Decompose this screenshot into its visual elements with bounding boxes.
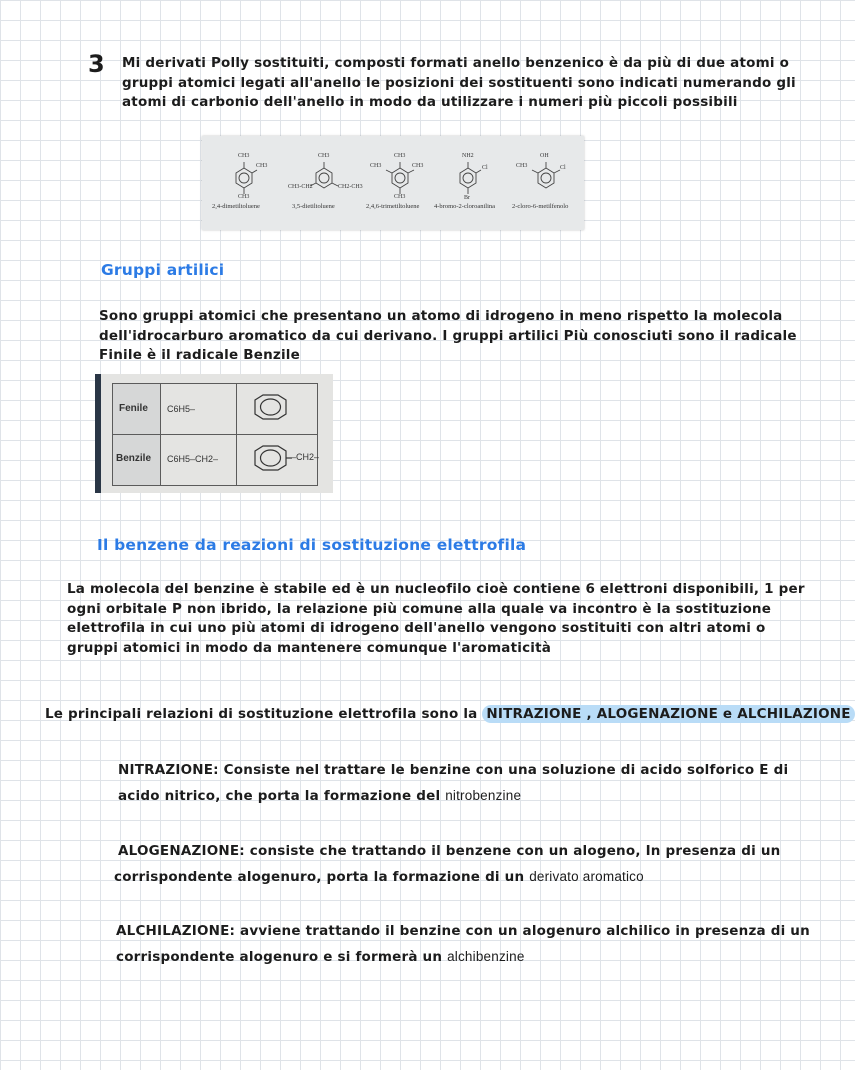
group-label: CH3: [238, 153, 250, 159]
benzene-line: elettrofila in cui uno più atomi di idrogeno dell'anello vengono sostituiti con altri atomi o: [67, 620, 766, 636]
group-label: CH3: [394, 153, 406, 159]
group-label: OH: [540, 153, 549, 159]
group-label: CH3: [516, 163, 528, 169]
table-row-formula: C6H5–CH2–: [167, 454, 219, 464]
intro-line: gruppi atomici legati all'anello le posizioni dei sostituenti sono indicati numerando gli: [122, 74, 796, 91]
reaction-line: corrispondente alogenuro e si formerà un: [116, 949, 443, 965]
molecule-name: 2-cloro-6-metilfenolo: [512, 203, 569, 210]
group-label: CH3: [318, 153, 330, 159]
reaction-line: acido nitrico, che porta la formazione del: [118, 788, 441, 804]
group-label: CH3: [370, 163, 382, 169]
benzyl-ch2-label: –CH2–: [291, 452, 320, 462]
aryl-line: Sono gruppi atomici che presentano un atomo di idrogeno in meno rispetto la molecola: [99, 308, 783, 324]
benzene-line: gruppi atomici in modo da mantenere comunque l'aromaticità: [67, 639, 552, 656]
group-label: Cl: [482, 165, 488, 171]
reaction-alchilazione: [116, 918, 821, 970]
group-label: Cl: [560, 165, 566, 171]
molecule-name: 3,5-dietiltoluene: [292, 203, 335, 210]
reaction-product: alchibenzine: [447, 949, 525, 964]
reaction-line: corrispondente alogenuro, porta la formazione di un: [114, 869, 525, 885]
group-label: CH3: [256, 163, 268, 169]
table-row-name: Benzile: [116, 453, 152, 464]
highlight-nitrazione: NITRAZIONE , ALOGENAZIONE e ALCHILAZIONE: [482, 705, 854, 723]
group-label: CH3: [394, 194, 406, 200]
reaction-line: NITRAZIONE: Consiste nel trattare le benzine con una soluzione di acido solforico E di: [118, 762, 789, 778]
intro-line: Mi derivati Polly sostituiti, composti formati anello benzenico è da più di due atomi o: [122, 55, 790, 71]
reaction-product: derivato aromatico: [529, 869, 644, 884]
reaction-product: nitrobenzine: [445, 788, 522, 803]
reaction-nitrazione: [118, 757, 818, 809]
main-reactions-prefix: Le principali relazioni di sostituzione elettrofila sono la: [45, 706, 478, 722]
reaction-line: ALCHILAZIONE: avviene trattando il benzine con un alogenuro alchilico in presenza di un: [116, 923, 810, 939]
molecule-name: 2,4-dimetiltoluene: [212, 203, 260, 210]
benzene-section-title: Il benzene da reazioni di sostituzione elettrofila: [97, 536, 527, 554]
aryl-groups-title: Gruppi artilici: [101, 261, 225, 279]
benzene-line: ogni orbitale P non ibrido, la relazione più comune alla quale va incontro è la sostituzione: [67, 600, 772, 617]
intro-paragraph: [122, 54, 802, 113]
aryl-groups-table: [95, 374, 333, 493]
group-label: CH3: [238, 194, 250, 200]
substituted-benzenes-figure: [202, 136, 584, 230]
group-label: Br: [464, 195, 470, 201]
molecule-name: 4-bromo-2-cloroanilina: [434, 203, 496, 210]
table-row-name: Fenile: [119, 403, 148, 414]
reaction-alogenazione: [114, 838, 818, 890]
molecule-name: 2,4,6-trimetiltoluene: [366, 203, 420, 210]
group-label: CH3-CH2: [288, 184, 313, 190]
reaction-line: ALOGENAZIONE: consiste che trattando il benzene con un alogeno, In presenza di un: [118, 843, 781, 859]
benzene-paragraph: [67, 580, 807, 658]
benzene-line: La molecola del benzine è stabile ed è un nucleofilo cioè contiene 6 elettroni disponibili, 1 per: [67, 581, 805, 597]
group-label: NH2: [462, 153, 474, 159]
group-label: CH2-CH3: [338, 184, 363, 190]
aryl-line: dell'idrocarburo aromatico da cui derivano. I gruppi artilici Più conosciuti sono il radicale: [99, 327, 797, 344]
section-number: 3: [88, 50, 105, 78]
main-reactions-line: [45, 705, 851, 725]
table-row-formula: C6H5–: [167, 404, 196, 414]
aryl-paragraph: [99, 307, 809, 366]
benzene-ring-icons: [95, 374, 333, 493]
aryl-line: Finile è il radicale Benzile: [99, 347, 300, 363]
benzene-rings-drawing: [202, 136, 584, 230]
intro-line: atomi di carbonio dell'anello in modo da utilizzare i numeri più piccoli possibili: [122, 94, 738, 110]
group-label: CH3: [412, 163, 424, 169]
